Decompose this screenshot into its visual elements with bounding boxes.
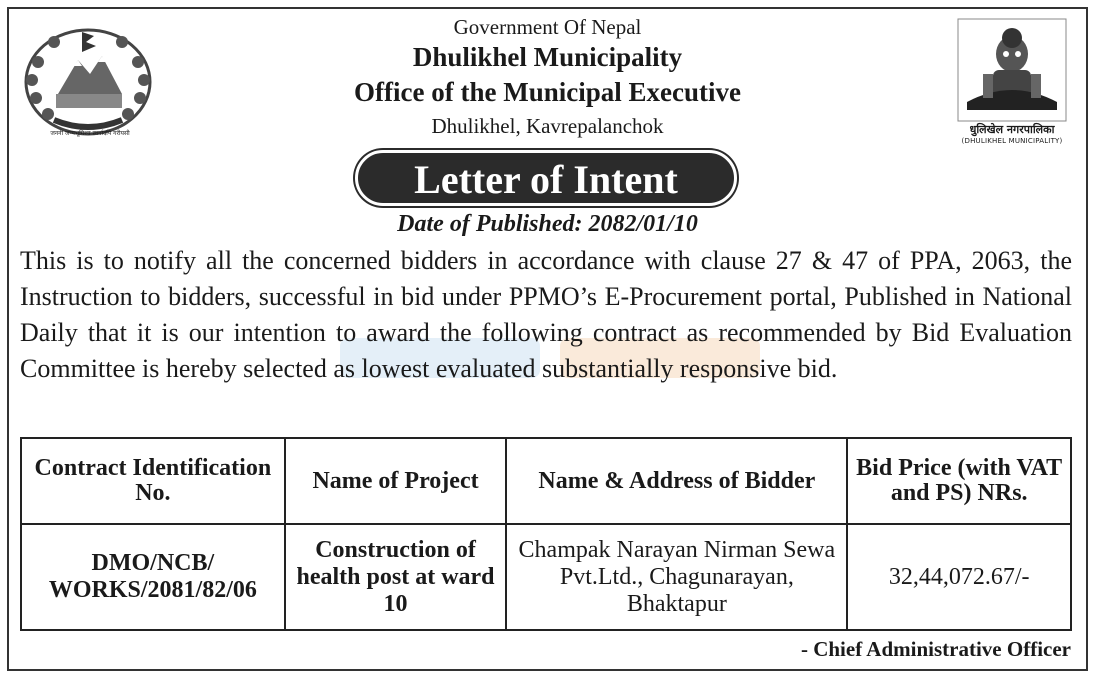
office-name: Office of the Municipal Executive bbox=[354, 77, 741, 107]
col-header-price: Bid Price (with VAT and PS) NRs. bbox=[847, 438, 1071, 524]
published-date: Date of Published: 2082/01/10 bbox=[397, 211, 698, 237]
award-table bbox=[20, 437, 1072, 631]
letterhead bbox=[0, 14, 1095, 142]
signatory: - Chief Administrative Officer bbox=[800, 637, 1071, 661]
notice-title: Letter of Intent bbox=[355, 150, 737, 206]
cell-contract-id: DMO/NCB/ WORKS/2081/82/06 bbox=[21, 524, 285, 630]
col-header-project: Name of Project bbox=[285, 438, 507, 524]
government-name: Government Of Nepal bbox=[453, 15, 642, 39]
office-location: Dhulikhel, Kavrepalanchok bbox=[431, 114, 664, 138]
cell-bidder: Champak Narayan Nirman Sewa Pvt.Ltd., Chagunarayan, Bhaktapur bbox=[506, 524, 847, 630]
municipality-name: Dhulikhel Municipality bbox=[412, 42, 683, 72]
cell-price: 32,44,072.67/- bbox=[847, 524, 1071, 630]
col-header-bidder: Name & Address of Bidder bbox=[506, 438, 847, 524]
notice-body: This is to notify all the concerned bidders in accordance with clause 27 & 47 of PPA, 2063, the Instruction to bidders, successful in bid under PPMO’s E-Procurement portal, Published in National Daily that it is our intention to award the following contract as recommended by Bid Evaluation Committee is hereby selected as lowest evaluated substantially responsive bid. bbox=[20, 246, 1072, 383]
cell-project: Construction of health post at ward 10 bbox=[285, 524, 507, 630]
table-row bbox=[21, 524, 1071, 630]
logo-caption-english: (DHULIKHEL MUNICIPALITY) bbox=[961, 137, 1063, 145]
logo-caption-nepali: धुलिखेल नगरपालिका bbox=[969, 123, 1055, 136]
col-header-contract-id: Contract Identification No. bbox=[21, 438, 285, 524]
table-header-row bbox=[21, 438, 1071, 524]
emblem-motto: जननी जन्मभूमिश्च स्वर्गादपि गरीयसी bbox=[50, 130, 130, 137]
